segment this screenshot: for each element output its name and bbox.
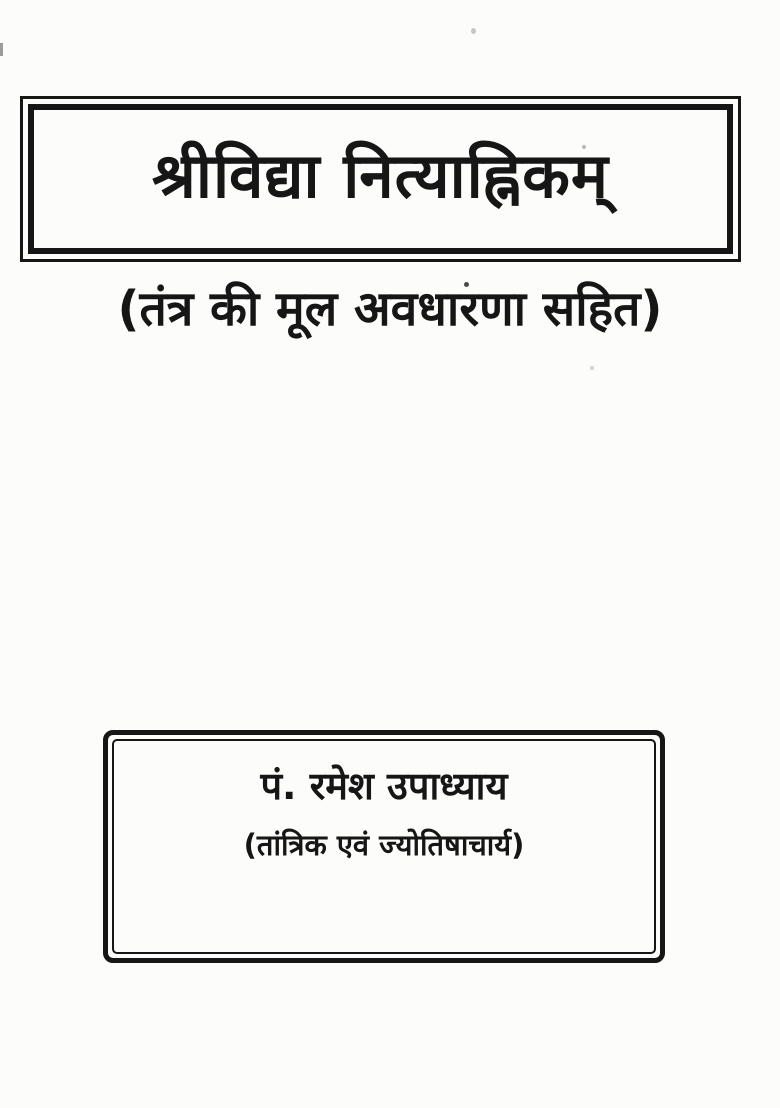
title-box-inner-border (28, 104, 733, 254)
author-box-border (103, 730, 665, 963)
book-title: श्रीविद्या नित्याह्निकम् (152, 139, 609, 212)
author-name: पं. रमेश उपाध्याय (260, 764, 508, 808)
scan-speck (590, 366, 594, 370)
scan-speck (471, 28, 476, 34)
book-subtitle: (तंत्र की मूल अवधारणा सहित) (117, 281, 663, 337)
title-box-border (20, 96, 741, 262)
author-box-inner-border (112, 739, 656, 954)
author-credential: (तांत्रिक एवं ज्योतिषाचार्य) (243, 827, 525, 862)
scan-edge-mark (0, 43, 3, 56)
subtitle-row (0, 281, 780, 339)
